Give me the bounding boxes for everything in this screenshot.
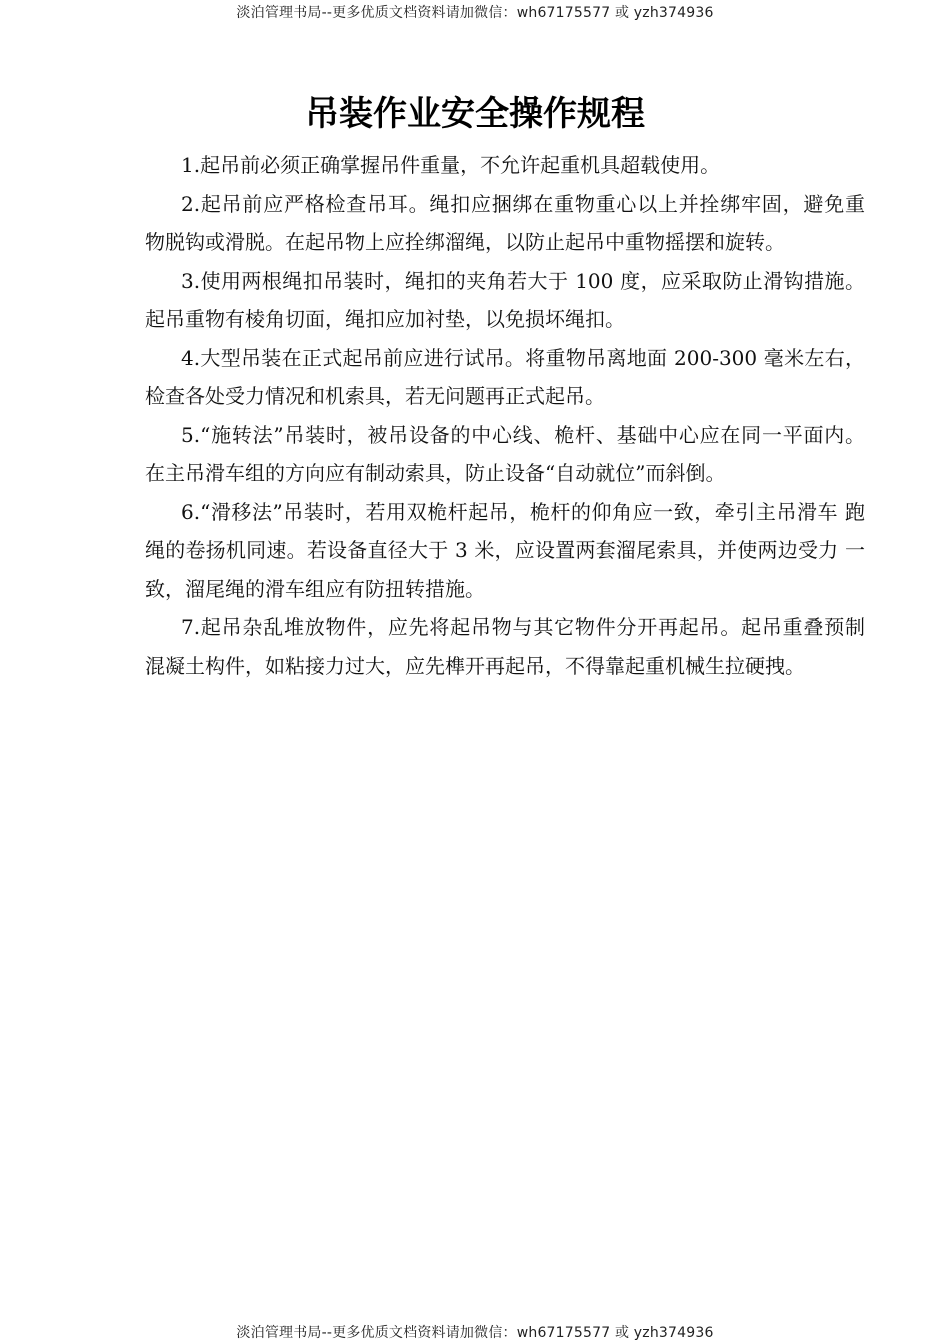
clause-5: 5.“施转法”吊装时，被吊设备的中心线、桅杆、基础中心应在同一平面内。 在主吊滑车组的方向应有制动索具，防止设备“自动就位”而斜倒。 [145, 422, 865, 485]
document-body [145, 146, 865, 685]
page-footer: 淡泊管理书局--更多优质文档资料请加微信：wh67175577 或 yzh374936 [236, 1325, 714, 1341]
clause-6: 6.“滑移法”吊装时，若用双桅杆起吊，桅杆的仰角应一致，牵引主吊滑车 跑绳的卷扬机同速。若设备直径大于 3 米，应设置两套溜尾索具，并使两边受力 一致，溜尾绳的滑车组应有防扭转措施。 [145, 499, 865, 601]
clause-4: 4.大型吊装在正式起吊前应进行试吊。将重物吊离地面 200-300 毫米左右， 检查各处受力情况和机索具，若无问题再正式起吊。 [145, 345, 865, 408]
clause-3: 3.使用两根绳扣吊装时，绳扣的夹角若大于 100 度，应采取防止滑钩措施。 起吊重物有棱角切面，绳扣应加衬垫，以免损坏绳扣。 [145, 268, 865, 331]
page-header: 淡泊管理书局--更多优质文档资料请加微信：wh67175577 或 yzh374936 [236, 5, 714, 21]
document-title: 吊装作业安全操作规程 [305, 94, 645, 134]
clause-1: 1.起吊前必须正确掌握吊件重量，不允许起重机具超载使用。 [181, 153, 721, 177]
clause-7: 7.起吊杂乱堆放物件，应先将起吊物与其它物件分开再起吊。起吊重叠预制 混凝土构件，如粘接力过大，应先榫开再起吊，不得靠起重机械生拉硬拽。 [145, 615, 865, 678]
clause-2: 2.起吊前应严格检查吊耳。绳扣应捆绑在重物重心以上并拴绑牢固，避免重 物脱钩或滑脱。在起吊物上应拴绑溜绳，以防止起吊中重物摇摆和旋转。 [145, 191, 865, 254]
